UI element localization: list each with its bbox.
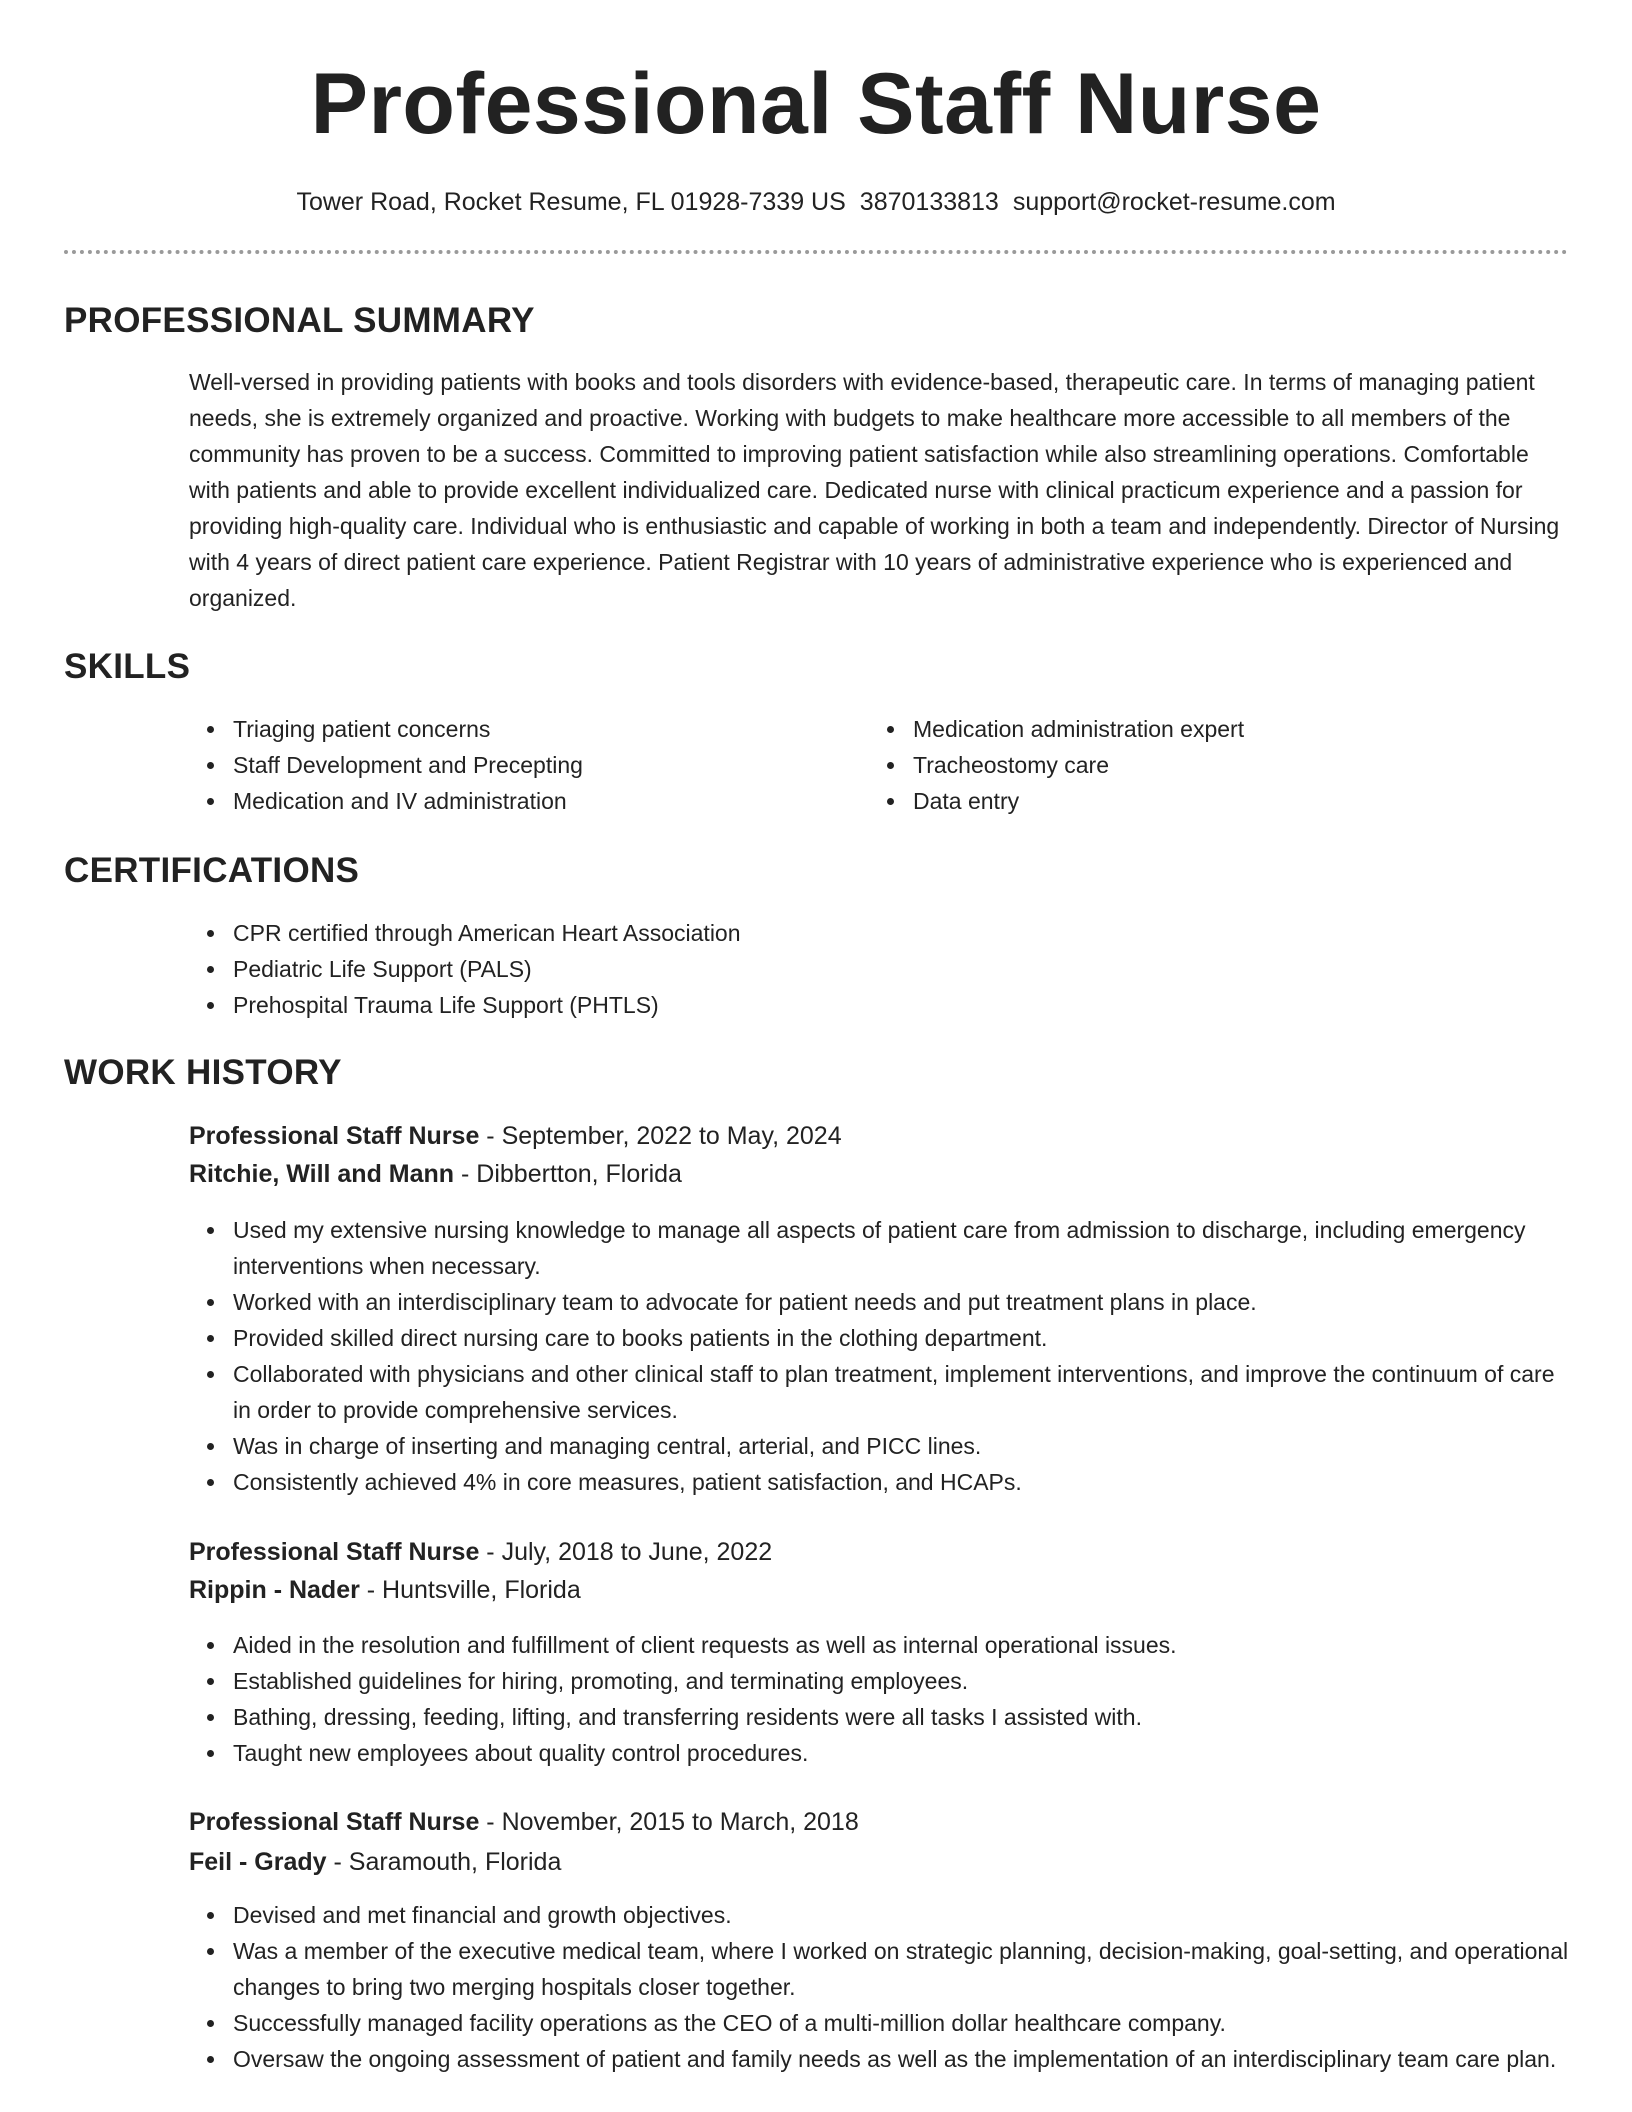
email: support@rocket-resume.com bbox=[1012, 188, 1336, 216]
job-bullet: Successfully managed facility operations as the CEO of a multi-million dollar healthcare company. bbox=[189, 2005, 1569, 2041]
job-title: Professional Staff Nurse bbox=[189, 1122, 480, 1150]
skill-item: Medication administration expert bbox=[869, 711, 1509, 747]
certification-item: Prehospital Trauma Life Support (PHTLS) bbox=[189, 987, 1569, 1023]
job-bullets bbox=[189, 1897, 1569, 2077]
job-bullet: Provided skilled direct nursing care to books patients in the clothing department. bbox=[189, 1320, 1569, 1356]
skills-list-left bbox=[189, 711, 829, 819]
job-location: - Saramouth, Florida bbox=[326, 1848, 562, 1876]
candidate-name: Professional Staff Nurse bbox=[310, 56, 1322, 152]
job-location: - Huntsville, Florida bbox=[359, 1576, 581, 1604]
summary-heading: PROFESSIONAL SUMMARY bbox=[64, 301, 535, 340]
job-bullets bbox=[189, 1627, 1569, 1771]
skills-heading: SKILLS bbox=[64, 647, 191, 686]
job-bullet: Oversaw the ongoing assessment of patient and family needs as well as the implementation of an interdisciplinary team care plan. bbox=[189, 2041, 1569, 2077]
summary-text: Well-versed in providing patients with books and tools disorders with evidence-based, therapeutic care. In terms of managing patient needs, she is extremely organized and proactive. Working with budgets to make healthcare more accessible to all members of the community has proven to be a success. Committed to improving patient satisfaction while also streamlining operations. Comfortable with patients and able to provide excellent individualized care. Dedicated nurse with clinical practicum experience and a passion for providing high-quality care. Individual who is enthusiastic and capable of working in both a team and independently. Director of Nursing with 4 years of direct patient care experience. Patient Registrar with 10 years of administrative experience who is experienced and organized. bbox=[189, 369, 1560, 611]
work-history-heading: WORK HISTORY bbox=[64, 1053, 342, 1092]
job-title-line bbox=[189, 1805, 859, 1839]
job-bullet: Consistently achieved 4% in core measures, patient satisfaction, and HCAPs. bbox=[189, 1464, 1569, 1500]
job-bullet: Bathing, dressing, feeding, lifting, and transferring residents were all tasks I assisted with. bbox=[189, 1699, 1569, 1735]
job-location: - Dibbertton, Florida bbox=[454, 1160, 682, 1188]
contact-line bbox=[0, 186, 1632, 218]
job-bullet: Aided in the resolution and fulfillment of client requests as well as internal operational issues. bbox=[189, 1627, 1569, 1663]
job-company: Feil - Grady bbox=[189, 1848, 327, 1876]
job-company-line bbox=[189, 1573, 581, 1607]
certification-item: Pediatric Life Support (PALS) bbox=[189, 951, 1569, 987]
job-bullets bbox=[189, 1212, 1569, 1500]
skill-item: Staff Development and Precepting bbox=[189, 747, 829, 783]
certifications-heading: CERTIFICATIONS bbox=[64, 851, 360, 890]
job-company: Rippin - Nader bbox=[189, 1576, 360, 1604]
job-bullet: Was a member of the executive medical team, where I worked on strategic planning, decision-making, goal-setting, and operational changes to bring two merging hospitals closer together. bbox=[189, 1933, 1569, 2005]
job-title-line bbox=[189, 1535, 772, 1569]
job-company-line bbox=[189, 1845, 561, 1879]
job-dates: - November, 2015 to March, 2018 bbox=[479, 1808, 859, 1836]
header-divider bbox=[64, 250, 1568, 254]
job-company: Ritchie, Will and Mann bbox=[189, 1160, 455, 1188]
job-dates: - July, 2018 to June, 2022 bbox=[479, 1538, 773, 1566]
certification-item: CPR certified through American Heart Association bbox=[189, 915, 1569, 951]
job-bullet: Used my extensive nursing knowledge to manage all aspects of patient care from admission to discharge, including emergency interventions when necessary. bbox=[189, 1212, 1569, 1284]
address: Tower Road, Rocket Resume, FL 01928-7339 US bbox=[296, 188, 846, 216]
job-dates: - September, 2022 to May, 2024 bbox=[479, 1122, 842, 1150]
job-title: Professional Staff Nurse bbox=[189, 1808, 480, 1836]
phone: 3870133813 bbox=[859, 188, 999, 216]
skill-item: Triaging patient concerns bbox=[189, 711, 829, 747]
job-title: Professional Staff Nurse bbox=[189, 1538, 480, 1566]
skill-item: Data entry bbox=[869, 783, 1509, 819]
job-bullet: Was in charge of inserting and managing central, arterial, and PICC lines. bbox=[189, 1428, 1569, 1464]
skills-list-right bbox=[869, 711, 1509, 819]
job-bullet: Established guidelines for hiring, promoting, and terminating employees. bbox=[189, 1663, 1569, 1699]
job-bullet: Devised and met financial and growth objectives. bbox=[189, 1897, 1569, 1933]
certifications-list bbox=[189, 915, 1569, 1023]
job-company-line bbox=[189, 1157, 682, 1191]
skill-item: Medication and IV administration bbox=[189, 783, 829, 819]
job-bullet: Taught new employees about quality control procedures. bbox=[189, 1735, 1569, 1771]
job-bullet: Worked with an interdisciplinary team to advocate for patient needs and put treatment plans in place. bbox=[189, 1284, 1569, 1320]
resume-header bbox=[0, 0, 1632, 218]
job-title-line bbox=[189, 1119, 842, 1153]
skill-item: Tracheostomy care bbox=[869, 747, 1509, 783]
job-bullet: Collaborated with physicians and other clinical staff to plan treatment, implement interventions, and improve the continuum of care in order to provide comprehensive services. bbox=[189, 1356, 1569, 1428]
